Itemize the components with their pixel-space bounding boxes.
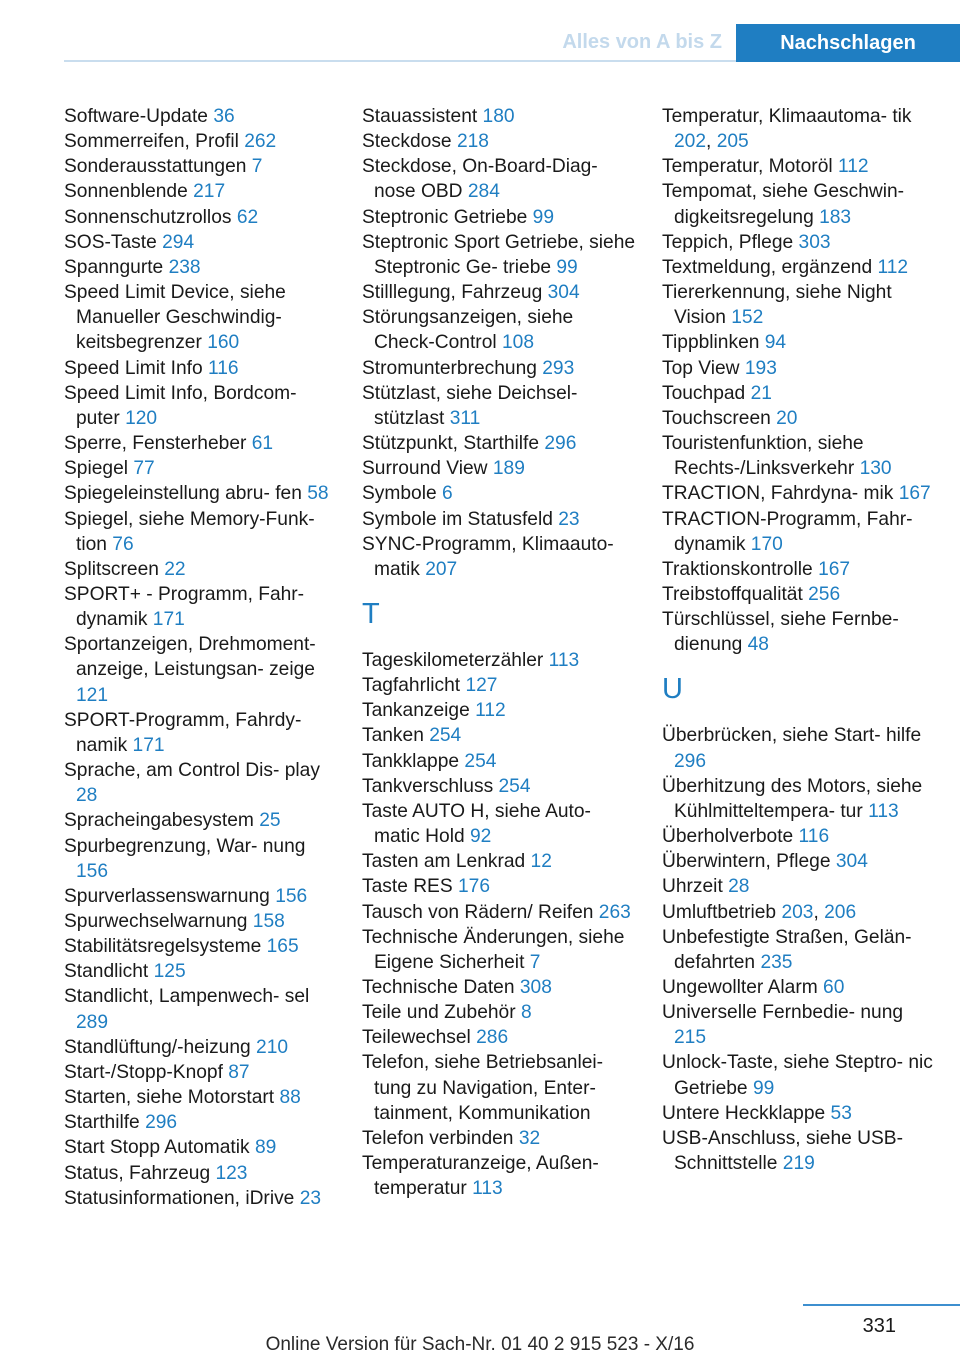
index-entry [362, 1000, 637, 1025]
page-reference-link[interactable]: 206 [824, 901, 857, 923]
page-reference-link[interactable]: 113 [472, 1178, 503, 1200]
index-entry [64, 230, 339, 255]
page-reference-link[interactable]: 112 [475, 700, 506, 722]
index-term: Spracheingabesystem [64, 810, 254, 832]
page-reference-link[interactable]: 20 [776, 407, 798, 429]
page-reference-link[interactable]: 8 [520, 1002, 532, 1024]
index-entry [64, 431, 339, 456]
index-entry [64, 1035, 339, 1060]
index-entry [362, 1151, 637, 1201]
index-entry [662, 230, 937, 255]
index-entry [662, 557, 937, 582]
page-reference-link[interactable]: 123 [215, 1162, 248, 1184]
page-reference-link[interactable]: 311 [449, 407, 481, 429]
index-entry [662, 582, 937, 607]
index-entry [362, 280, 637, 305]
index-entry [362, 456, 637, 481]
index-entry [362, 230, 637, 280]
index-entry [64, 507, 339, 557]
page-reference-link[interactable]: 217 [193, 181, 226, 203]
index-term: Surround View [362, 458, 488, 480]
index-entry [662, 723, 937, 773]
index-entry [64, 381, 339, 431]
index-entry [662, 356, 937, 381]
index-entry [362, 1126, 637, 1151]
page-reference-link[interactable]: 99 [556, 256, 578, 278]
index-entry [64, 834, 339, 884]
index-term: Uhrzeit [662, 876, 723, 898]
index-term: Tempomat, siehe Geschwin‐ digkeitsregelung [662, 181, 905, 228]
page-reference-link[interactable]: 293 [542, 357, 575, 379]
index-term: Technische Daten [362, 977, 515, 998]
page-reference-link[interactable]: 167 [898, 483, 931, 505]
index-column-1 [64, 104, 339, 1211]
index-term: Überbrücken, siehe Start‐ hilfe [662, 725, 922, 747]
index-entry [662, 507, 937, 557]
index-entry [64, 909, 339, 934]
page-reference-link[interactable]: 22 [164, 558, 186, 580]
section-letter: U [662, 673, 683, 706]
page-reference-link[interactable]: 171 [132, 734, 165, 756]
page-reference-link[interactable]: 87 [228, 1061, 250, 1083]
page-reference-link[interactable]: 254 [498, 775, 531, 797]
index-entry [362, 1025, 637, 1050]
index-entry [64, 959, 339, 984]
index-entry [64, 1085, 339, 1110]
index-entry [662, 179, 937, 229]
index-entry [662, 406, 937, 431]
index-term: SPORT-Programm, Fahrdy‐ namik [64, 709, 302, 756]
index-entry [64, 1060, 339, 1085]
page-reference-link[interactable]: 28 [728, 876, 750, 898]
index-entry [362, 1050, 637, 1125]
page-reference-link[interactable]: 53 [830, 1102, 852, 1124]
page-reference-link[interactable]: 92 [469, 826, 492, 848]
page-reference-link[interactable]: 76 [112, 533, 134, 555]
index-entry [662, 925, 937, 975]
index-entry [662, 154, 937, 179]
index-term: Spurverlassenswarnung [64, 885, 270, 907]
index-term: Sonderausstattungen [64, 156, 247, 178]
index-entry [362, 532, 637, 582]
index-term: TRACTION, Fahrdyna‐ mik [662, 483, 894, 505]
index-entry [362, 723, 637, 748]
page-reference-link[interactable]: 58 [307, 483, 329, 505]
index-entry [362, 481, 637, 506]
index-term: Sportanzeigen, Drehmoment‐ anzeige, Leistungsan‐ zeige [64, 634, 316, 681]
page-reference-link[interactable]: 152 [731, 307, 764, 329]
page-reference-link[interactable]: 296 [674, 750, 707, 772]
index-term: Temperaturanzeige, Außen‐ temperatur [362, 1153, 599, 1200]
index-term: Stauassistent [362, 106, 478, 127]
index-entry [662, 774, 937, 824]
page-reference-link[interactable]: 121 [76, 684, 109, 706]
page-reference-link[interactable]: 32 [518, 1127, 541, 1149]
index-entry [362, 431, 637, 456]
index-entry [64, 582, 339, 632]
index-entry [662, 1126, 937, 1176]
index-term: Treibstoffqualität [662, 583, 803, 605]
page-reference-link[interactable]: 254 [429, 725, 462, 747]
index-term: Temperatur, Klimaautoma‐ tik [662, 106, 912, 127]
page-reference-link[interactable]: 12 [530, 851, 552, 873]
page-reference-link[interactable]: 7 [529, 951, 541, 973]
index-term: Tiererkennung, siehe Night Vision [662, 282, 892, 329]
page-reference-link[interactable]: 156 [76, 860, 109, 882]
index-entry [64, 884, 339, 909]
index-term: Touchscreen [662, 407, 771, 429]
page-reference-link[interactable]: 165 [266, 936, 299, 958]
footer-rule [803, 1304, 960, 1306]
page-reference-link[interactable]: 189 [492, 458, 525, 480]
index-term: Tasten am Lenkrad [362, 851, 526, 873]
index-entry [662, 481, 937, 506]
index-term: Start-/Stopp-Knopf [64, 1061, 223, 1083]
index-term: Störungsanzeigen, siehe Check-Control [362, 307, 574, 354]
page-reference-link[interactable]: 113 [548, 649, 580, 671]
index-entry [662, 255, 937, 280]
index-term: Ungewollter Alarm [662, 977, 818, 998]
index-term: Unlock-Taste, siehe Steptro‐ nic Getriebe [662, 1052, 933, 1099]
index-term: Standlicht [64, 961, 149, 983]
page-reference-link[interactable]: 99 [532, 206, 555, 228]
index-entry [662, 824, 937, 849]
page-reference-link[interactable]: 130 [859, 458, 892, 480]
index-term: Stützpunkt, Starthilfe [362, 433, 540, 455]
index-entry [662, 381, 937, 406]
index-entry [362, 305, 637, 355]
index-term: Spanngurte [64, 256, 164, 278]
index-entry [362, 154, 637, 204]
index-term: Spurwechselwarnung [64, 911, 248, 932]
page-reference-link[interactable]: 156 [275, 885, 308, 907]
index-term: Tankverschluss [362, 775, 494, 797]
index-term: Speed Limit Info [64, 357, 203, 379]
index-term: Technische Änderungen, siehe Eigene Sicherheit [362, 926, 625, 973]
index-entry [64, 179, 339, 204]
index-entry [64, 1110, 339, 1135]
index-entry [662, 431, 937, 481]
index-term: Speed Limit Info, Bordcom‐ puter [64, 382, 297, 429]
index-term: Sperre, Fensterheber [64, 433, 247, 455]
page-reference-link[interactable]: 202 [674, 131, 707, 153]
page-reference-link[interactable]: 112 [877, 256, 909, 278]
index-entry [362, 975, 637, 1000]
index-entry [362, 205, 637, 230]
index-entry [64, 808, 339, 833]
page-reference-link[interactable]: 112 [837, 156, 869, 178]
index-term: Tippblinken [662, 332, 760, 354]
index-term: Sonnenschutzrollos [64, 206, 232, 228]
index-term: Tankklappe [362, 750, 460, 772]
index-term: Textmeldung, ergänzend [662, 256, 873, 278]
index-entry [362, 698, 637, 723]
page-reference-link[interactable]: 116 [798, 826, 830, 848]
index-entry [662, 330, 937, 355]
page-reference-link[interactable]: 215 [674, 1027, 707, 1049]
index-entry [662, 849, 937, 874]
index-term: Status, Fahrzeug [64, 1162, 211, 1184]
index-entry [362, 129, 637, 154]
index-term: Universelle Fernbedie‐ nung [662, 1002, 904, 1024]
index-entry [362, 874, 637, 899]
index-term: Unbefestigte Straßen, Gelän‐ defahrten [662, 926, 912, 973]
index-entry [662, 1050, 937, 1100]
page-reference-link[interactable]: 89 [254, 1137, 277, 1159]
page-reference-link[interactable]: 286 [476, 1027, 509, 1049]
page-number: 331 [862, 1315, 896, 1337]
index-term: Sommerreifen, Profil [64, 131, 239, 153]
page-reference-link[interactable]: 23 [558, 508, 580, 530]
page-reference-link[interactable]: 77 [133, 458, 155, 480]
index-entry [64, 154, 339, 179]
index-entry [64, 129, 339, 154]
index-term: Touristenfunktion, siehe Rechts-/Linksverkehr [662, 433, 864, 480]
page-reference-link[interactable]: 120 [125, 407, 158, 429]
page-reference-link[interactable]: 160 [207, 332, 240, 354]
index-entry [362, 774, 637, 799]
index-term: Tagfahrlicht [362, 675, 461, 697]
index-entry [362, 648, 637, 673]
index-column-2 [362, 104, 637, 1201]
index-entry [362, 749, 637, 774]
page-reference-link[interactable]: 88 [279, 1087, 301, 1109]
page-reference-link[interactable]: 203 [781, 901, 814, 923]
index-column-3 [662, 104, 937, 1176]
footer-version-text: Online Version für Sach-Nr. 01 40 2 915 523 - X/16 [265, 1334, 695, 1355]
page-reference-link[interactable]: 238 [168, 256, 201, 278]
index-entry [362, 104, 637, 129]
index-entry [64, 456, 339, 481]
page-reference-link[interactable]: 171 [152, 609, 185, 631]
page-reference-link[interactable]: 125 [153, 961, 186, 983]
index-entry [362, 900, 637, 925]
index-entry [362, 849, 637, 874]
index-entry [64, 104, 339, 129]
index-entry [64, 356, 339, 381]
page-reference-link[interactable]: 219 [782, 1153, 815, 1175]
index-term: Sprache, am Control Dis‐ play [64, 760, 320, 782]
index-term: Start Stopp Automatik [64, 1137, 250, 1159]
page-reference-link[interactable]: 308 [519, 977, 552, 998]
page-reference-link[interactable]: 23 [299, 1187, 322, 1209]
page-reference-link[interactable]: 99 [752, 1077, 775, 1099]
page-reference-link[interactable]: 263 [598, 901, 631, 923]
index-term: Untere Heckklappe [662, 1102, 826, 1124]
page-reference-link[interactable]: 108 [501, 332, 534, 354]
index-term: Taste AUTO H, siehe Auto‐ matic Hold [362, 800, 591, 848]
index-term: Überholverbote [662, 826, 794, 848]
index-term: Türschlüssel, siehe Fernbe‐ dienung [662, 609, 899, 656]
index-term: Standlüftung/-heizung [64, 1036, 251, 1058]
index-entry [64, 205, 339, 230]
index-term: Überwintern, Pflege [662, 851, 831, 873]
index-term: Standlicht, Lampenwech‐ sel [64, 986, 310, 1008]
index-term: Sonnenblende [64, 181, 188, 203]
index-entry [362, 381, 637, 431]
page-reference-link[interactable]: 256 [808, 583, 841, 605]
index-term: Software-Update [64, 106, 208, 127]
page-reference-link[interactable]: 170 [750, 533, 783, 555]
index-entry [64, 280, 339, 355]
page-reference-link[interactable]: 113 [868, 800, 899, 822]
index-term: Überhitzung des Motors, siehe Kühlmitteltempera‐ tur [662, 775, 923, 822]
page-reference-link[interactable]: 289 [76, 1011, 109, 1033]
index-term: Spiegel, siehe Memory-Funk‐ tion [64, 508, 315, 555]
page-reference-link[interactable]: 6 [442, 483, 453, 505]
index-entry [64, 557, 339, 582]
page-reference-link[interactable]: 36 [213, 106, 235, 127]
page-reference-link[interactable]: 62 [236, 206, 259, 228]
page-reference-link[interactable]: 193 [744, 357, 777, 379]
page-reference-link[interactable]: 167 [818, 558, 851, 580]
index-term: Speed Limit Device, siehe Manueller Geschwindig‐ keitsbegrenzer [64, 282, 286, 354]
index-term: Stromunterbrechung [362, 357, 537, 379]
index-term: Symbole [362, 483, 437, 505]
index-term: SYNC-Programm, Klimaauto‐ matik [362, 533, 614, 580]
index-term: Spurbegrenzung, War‐ nung [64, 835, 306, 857]
index-term: Symbole im Statusfeld [362, 508, 553, 530]
index-term: Spiegel [64, 458, 129, 480]
page-reference-link[interactable]: 116 [208, 357, 239, 379]
page-reference-link[interactable]: 158 [252, 911, 285, 932]
index-term: Teilewechsel [362, 1027, 471, 1049]
page-reference-link[interactable]: 176 [458, 876, 491, 898]
index-entry [662, 607, 937, 657]
index-entry [64, 255, 339, 280]
page-reference-link[interactable]: 296 [544, 433, 577, 455]
page-reference-link[interactable]: 284 [467, 181, 500, 203]
page-reference-link[interactable]: 60 [823, 977, 845, 998]
index-entry [662, 975, 937, 1000]
index-entry [362, 356, 637, 381]
page-reference-link[interactable]: 7 [251, 156, 263, 178]
index-term: Tanken [362, 725, 424, 747]
index-term: Touchpad [662, 382, 746, 404]
header-chapter-tab[interactable]: Nachschlagen [736, 24, 960, 62]
index-term: Top View [662, 357, 740, 379]
page-reference-link[interactable]: 21 [750, 382, 772, 404]
index-term: Starthilfe [64, 1112, 140, 1134]
index-term: Telefon, siehe Betriebsanlei‐ tung zu Navigation, Enter‐ tainment, Kommunikation [362, 1052, 604, 1124]
index-term: Statusinformationen, iDrive [64, 1187, 295, 1209]
index-entry [64, 1161, 339, 1186]
index-entry [662, 280, 937, 330]
page-reference-link[interactable]: 262 [244, 131, 277, 153]
header-section-title: Alles von A bis Z [562, 31, 722, 53]
index-term: Traktionskontrolle [662, 558, 813, 580]
index-entry [64, 934, 339, 959]
index-entry [662, 1101, 937, 1126]
index-term: Teppich, Pflege [662, 231, 794, 253]
index-entry: Temperatur, Klimaautoma‐ tik 202, 205 [662, 106, 912, 153]
index-term: Splitscreen [64, 558, 159, 580]
index-term: Spiegeleinstellung abru‐ fen [64, 483, 302, 505]
index-term: Steckdose [362, 131, 452, 153]
index-entry [362, 507, 637, 532]
index-term: Teile und Zubehör [362, 1002, 516, 1024]
page-reference-link[interactable]: 28 [76, 785, 98, 807]
index-entry [64, 708, 339, 758]
page-reference-link[interactable]: 25 [259, 810, 281, 832]
index-entry [64, 481, 339, 506]
page-reference-link[interactable]: 304 [835, 851, 868, 873]
page-reference-link[interactable]: 296 [145, 1112, 178, 1134]
page-reference-link[interactable]: 207 [425, 558, 458, 580]
index-entry [64, 632, 339, 707]
index-entry [64, 1135, 339, 1160]
page-reference-link[interactable]: 183 [819, 206, 852, 228]
index-term: Starten, siehe Motorstart [64, 1087, 275, 1109]
index-entry [64, 984, 339, 1034]
page-reference-link[interactable]: 94 [764, 332, 787, 354]
page-reference-link[interactable]: 304 [547, 282, 580, 304]
page-reference-link[interactable]: 254 [464, 750, 497, 772]
index-term: Stützlast, siehe Deichsel‐ stützlast [362, 382, 578, 429]
page-reference-link[interactable]: 294 [162, 231, 195, 253]
index-entry [64, 1186, 339, 1211]
index-term: Telefon verbinden [362, 1127, 514, 1149]
page-reference-link[interactable]: 218 [456, 131, 489, 153]
page-reference-link[interactable]: 61 [251, 433, 274, 455]
index-entry [362, 799, 637, 849]
index-term: Tankanzeige [362, 700, 470, 722]
page-reference-link[interactable]: 235 [760, 951, 793, 973]
index-entry [362, 673, 637, 698]
index-term: Tageskilometerzähler [362, 649, 544, 671]
index-term: Stabilitätsregelsysteme [64, 936, 262, 958]
page-reference-link[interactable]: 127 [465, 675, 498, 697]
index-term: Steptronic Sport Getriebe, siehe Steptronic Ge‐ triebe [362, 231, 636, 278]
index-term: SPORT+ - Programm, Fahr‐ dynamik [64, 583, 305, 631]
index-term: Steckdose, On-Board-Diag‐ nose OBD [362, 156, 598, 203]
index-term: Taste RES [362, 876, 453, 898]
index-term: Stilllegung, Fahrzeug [362, 282, 543, 304]
page-reference-link[interactable]: 303 [798, 231, 831, 253]
index-entry [662, 1000, 937, 1050]
page-reference-link[interactable]: 205 [716, 131, 749, 153]
index-term: SOS-Taste [64, 231, 157, 253]
index-entry [362, 925, 637, 975]
index-term: Tausch von Rädern/ Reifen [362, 901, 594, 923]
page-reference-link[interactable]: 210 [256, 1036, 289, 1058]
index-term: Temperatur, Motoröl [662, 156, 833, 178]
index-entry [64, 758, 339, 808]
index-term: Umluftbetrieb [662, 901, 777, 923]
index-term: USB-Anschluss, siehe USB- Schnittstelle [662, 1127, 903, 1175]
index-entry [662, 874, 937, 899]
index-term: TRACTION-Programm, Fahr‐ dynamik [662, 508, 913, 555]
index-entry: Umluftbetrieb 203, 206 [662, 901, 857, 923]
index-term: Steptronic Getriebe [362, 206, 528, 228]
page-reference-link[interactable]: 48 [747, 634, 769, 656]
section-letter: T [362, 597, 380, 630]
page-reference-link[interactable]: 180 [482, 106, 515, 127]
